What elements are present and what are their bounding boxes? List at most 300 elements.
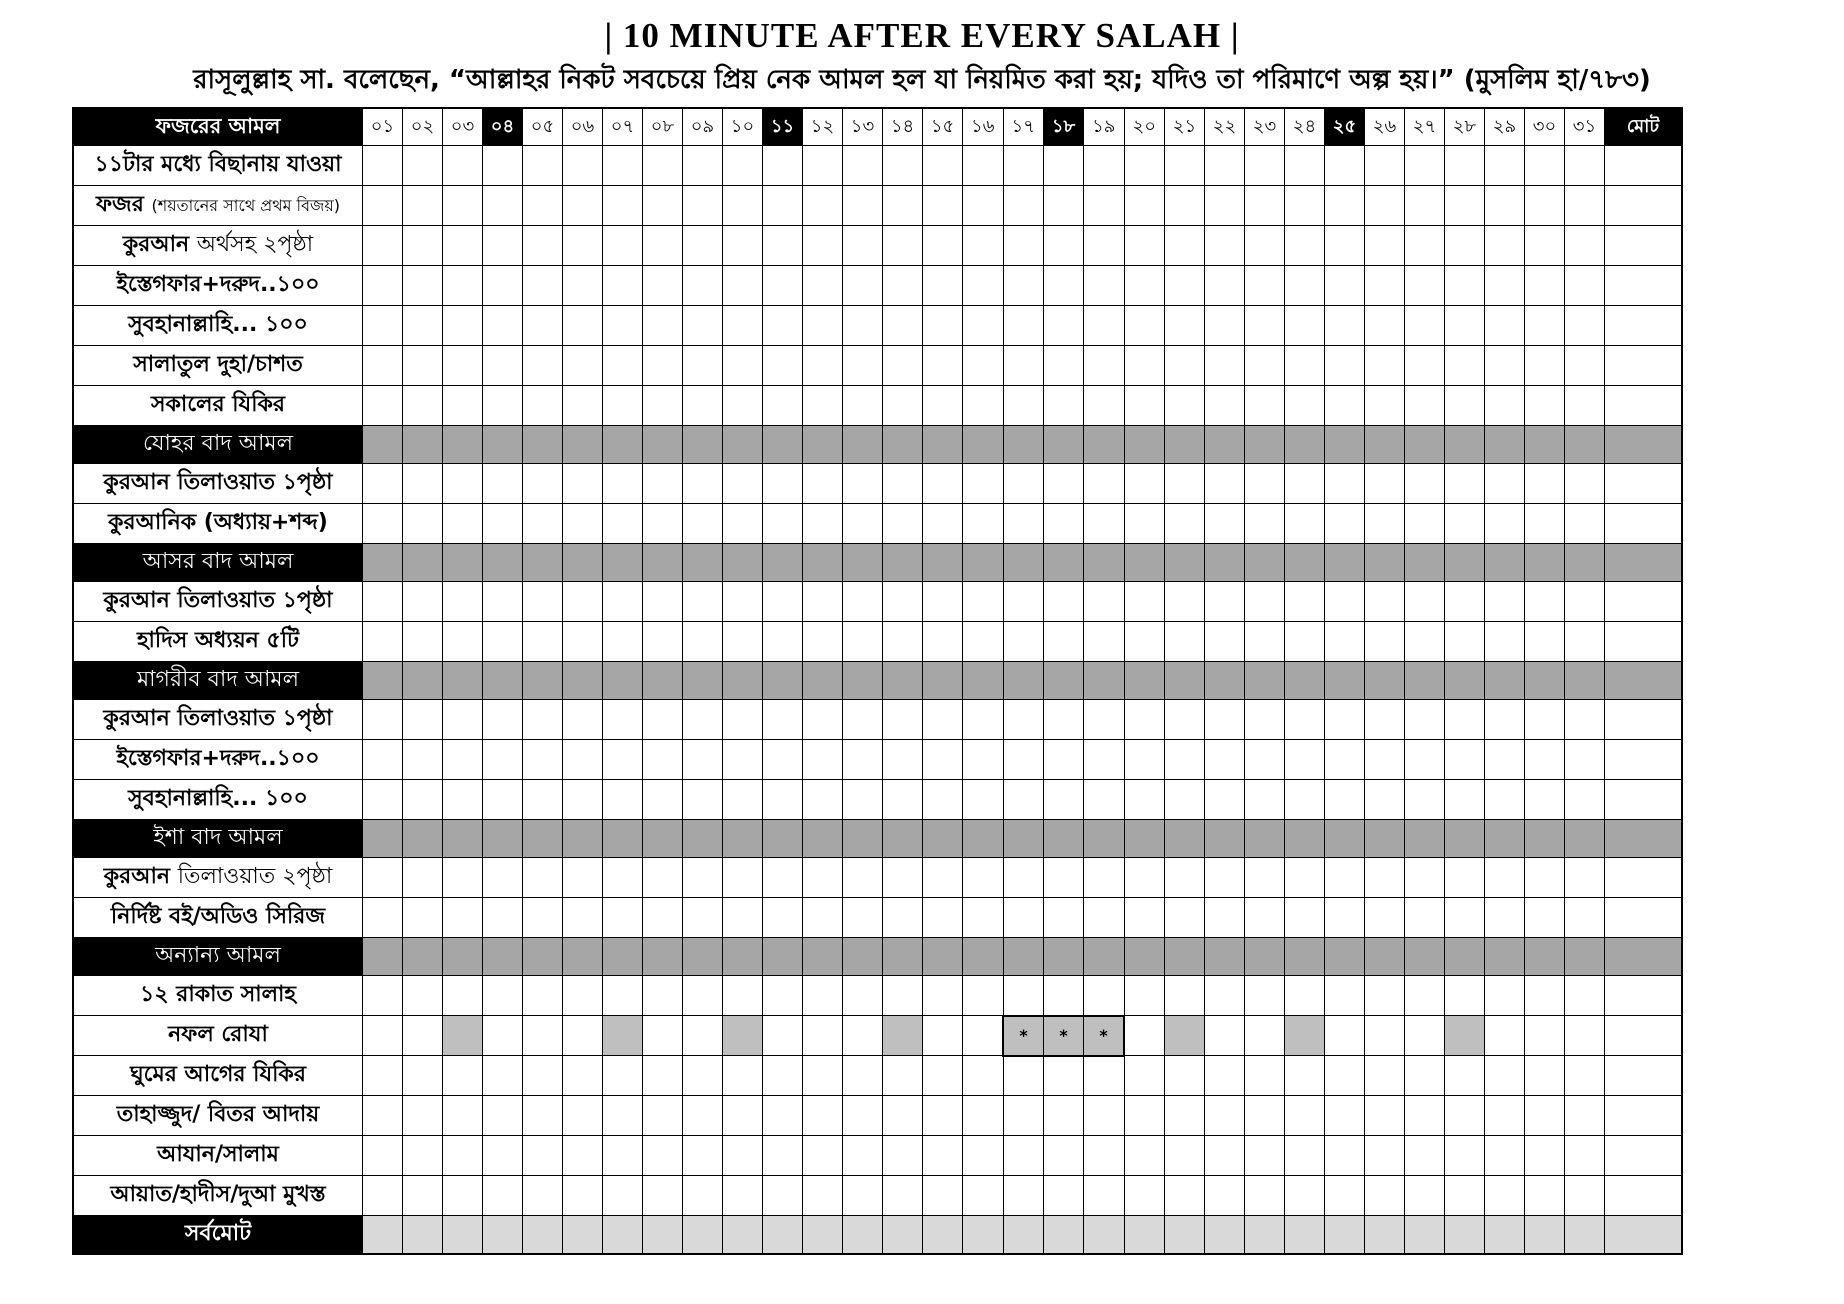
tick-cell[interactable]: [803, 504, 843, 544]
tick-cell[interactable]: [363, 700, 403, 740]
tick-cell[interactable]: [683, 780, 723, 820]
tick-cell[interactable]: [1084, 386, 1125, 426]
tick-cell[interactable]: [1044, 386, 1084, 426]
tick-cell[interactable]: [443, 464, 483, 504]
tick-cell[interactable]: [683, 266, 723, 306]
tick-cell[interactable]: [1285, 780, 1325, 820]
tick-cell[interactable]: [1525, 464, 1565, 504]
tick-cell[interactable]: [1525, 386, 1565, 426]
tick-cell[interactable]: [563, 1056, 603, 1096]
tick-cell[interactable]: [443, 740, 483, 780]
tick-cell[interactable]: [1205, 858, 1245, 898]
tick-cell[interactable]: [1205, 898, 1245, 938]
starred-fast-cell[interactable]: *: [1003, 1016, 1044, 1056]
tick-cell[interactable]: [1003, 858, 1044, 898]
tick-cell[interactable]: [1405, 186, 1445, 226]
tick-cell[interactable]: [1245, 226, 1285, 266]
tick-cell[interactable]: [803, 1096, 843, 1136]
tick-cell[interactable]: [603, 146, 643, 186]
tick-cell[interactable]: [963, 306, 1004, 346]
tick-cell[interactable]: [1325, 266, 1365, 306]
tick-cell[interactable]: [1365, 464, 1405, 504]
tick-cell[interactable]: [1565, 226, 1605, 266]
tick-cell[interactable]: [403, 386, 443, 426]
tick-cell[interactable]: [763, 346, 803, 386]
tick-cell[interactable]: [1565, 858, 1605, 898]
tick-cell[interactable]: [1365, 898, 1405, 938]
tick-cell[interactable]: [683, 976, 723, 1016]
tick-cell[interactable]: [1285, 306, 1325, 346]
tick-cell[interactable]: [763, 186, 803, 226]
tick-cell[interactable]: [1365, 1096, 1405, 1136]
tick-cell[interactable]: [443, 1136, 483, 1176]
tick-cell[interactable]: [1485, 1016, 1525, 1056]
tick-cell[interactable]: [883, 346, 923, 386]
tick-cell[interactable]: [1003, 700, 1044, 740]
tick-cell[interactable]: [1485, 306, 1525, 346]
tick-cell[interactable]: [1325, 186, 1365, 226]
tick-cell[interactable]: [1405, 346, 1445, 386]
tick-cell[interactable]: [523, 306, 563, 346]
tick-cell[interactable]: [963, 226, 1004, 266]
tick-cell[interactable]: [403, 1136, 443, 1176]
tick-cell[interactable]: [763, 582, 803, 622]
tick-cell[interactable]: [883, 622, 923, 662]
tick-cell[interactable]: [763, 700, 803, 740]
row-total-cell[interactable]: [1605, 146, 1683, 186]
tick-cell[interactable]: [1124, 898, 1165, 938]
tick-cell[interactable]: [1044, 186, 1084, 226]
tick-cell[interactable]: [1245, 582, 1285, 622]
tick-cell[interactable]: [923, 1176, 963, 1216]
tick-cell[interactable]: [1285, 622, 1325, 662]
tick-cell[interactable]: [523, 186, 563, 226]
tick-cell[interactable]: [963, 464, 1004, 504]
tick-cell[interactable]: [1124, 146, 1165, 186]
tick-cell[interactable]: [763, 1096, 803, 1136]
tick-cell[interactable]: [363, 1136, 403, 1176]
tick-cell[interactable]: [1325, 464, 1365, 504]
tick-cell[interactable]: [1205, 226, 1245, 266]
tick-cell[interactable]: [1525, 780, 1565, 820]
tick-cell[interactable]: [643, 740, 683, 780]
tick-cell[interactable]: [483, 740, 523, 780]
tick-cell[interactable]: [923, 504, 963, 544]
tick-cell[interactable]: [1325, 346, 1365, 386]
tick-cell[interactable]: [1285, 346, 1325, 386]
tick-cell[interactable]: [1365, 146, 1405, 186]
tick-cell[interactable]: [763, 622, 803, 662]
tick-cell[interactable]: [443, 226, 483, 266]
tick-cell[interactable]: [963, 1096, 1004, 1136]
tick-cell[interactable]: [1084, 186, 1125, 226]
tick-cell[interactable]: [1245, 740, 1285, 780]
tick-cell[interactable]: [683, 1136, 723, 1176]
tick-cell[interactable]: [1405, 898, 1445, 938]
tick-cell[interactable]: [1124, 858, 1165, 898]
tick-cell[interactable]: [1165, 146, 1205, 186]
tick-cell[interactable]: [563, 700, 603, 740]
tick-cell[interactable]: [1445, 1176, 1485, 1216]
tick-cell[interactable]: [923, 622, 963, 662]
tick-cell[interactable]: [643, 582, 683, 622]
tick-cell[interactable]: [1405, 740, 1445, 780]
tick-cell[interactable]: [1365, 1176, 1405, 1216]
tick-cell[interactable]: [1525, 976, 1565, 1016]
tick-cell[interactable]: [1325, 1016, 1365, 1056]
tick-cell[interactable]: [683, 700, 723, 740]
tick-cell[interactable]: [363, 1016, 403, 1056]
tick-cell[interactable]: [843, 306, 883, 346]
tick-cell[interactable]: [1445, 1056, 1485, 1096]
tick-cell[interactable]: [1485, 504, 1525, 544]
tick-cell[interactable]: [403, 622, 443, 662]
tick-cell[interactable]: [603, 186, 643, 226]
tick-cell[interactable]: [1365, 186, 1405, 226]
tick-cell[interactable]: [483, 582, 523, 622]
tick-cell[interactable]: [1285, 898, 1325, 938]
tick-cell[interactable]: [683, 1056, 723, 1096]
tick-cell[interactable]: [803, 582, 843, 622]
tick-cell[interactable]: [1044, 146, 1084, 186]
tick-cell[interactable]: [1565, 186, 1605, 226]
tick-cell[interactable]: [1525, 504, 1565, 544]
tick-cell[interactable]: [1565, 1056, 1605, 1096]
tick-cell[interactable]: [1124, 700, 1165, 740]
tick-cell[interactable]: [1205, 386, 1245, 426]
tick-cell[interactable]: [1405, 386, 1445, 426]
tick-cell[interactable]: [523, 346, 563, 386]
tick-cell[interactable]: [1365, 1136, 1405, 1176]
tick-cell[interactable]: [1365, 504, 1405, 544]
tick-cell[interactable]: [683, 146, 723, 186]
tick-cell[interactable]: [1325, 1096, 1365, 1136]
tick-cell[interactable]: [1003, 306, 1044, 346]
tick-cell[interactable]: [763, 504, 803, 544]
tick-cell[interactable]: [1485, 266, 1525, 306]
tick-cell[interactable]: [803, 1136, 843, 1176]
tick-cell[interactable]: [643, 146, 683, 186]
tick-cell[interactable]: [1565, 622, 1605, 662]
tick-cell[interactable]: [1365, 1056, 1405, 1096]
tick-cell[interactable]: [643, 1176, 683, 1216]
tick-cell[interactable]: [523, 740, 563, 780]
tick-cell[interactable]: [883, 700, 923, 740]
tick-cell[interactable]: [1245, 386, 1285, 426]
tick-cell[interactable]: [883, 186, 923, 226]
tick-cell[interactable]: [1285, 504, 1325, 544]
tick-cell[interactable]: [1205, 464, 1245, 504]
tick-cell[interactable]: [1565, 386, 1605, 426]
tick-cell[interactable]: [643, 1096, 683, 1136]
tick-cell[interactable]: [803, 186, 843, 226]
tick-cell[interactable]: [1205, 186, 1245, 226]
tick-cell[interactable]: [843, 622, 883, 662]
tick-cell[interactable]: [1525, 898, 1565, 938]
tick-cell[interactable]: [683, 504, 723, 544]
tick-cell[interactable]: [1124, 1016, 1165, 1056]
tick-cell[interactable]: [803, 1016, 843, 1056]
tick-cell[interactable]: [363, 504, 403, 544]
tick-cell[interactable]: [963, 146, 1004, 186]
tick-cell[interactable]: [643, 306, 683, 346]
tick-cell[interactable]: [1165, 1016, 1205, 1056]
tick-cell[interactable]: [1245, 1056, 1285, 1096]
tick-cell[interactable]: [1365, 622, 1405, 662]
tick-cell[interactable]: [1325, 1176, 1365, 1216]
tick-cell[interactable]: [643, 1016, 683, 1056]
tick-cell[interactable]: [1565, 780, 1605, 820]
tick-cell[interactable]: [363, 306, 403, 346]
tick-cell[interactable]: [1084, 226, 1125, 266]
tick-cell[interactable]: [1325, 700, 1365, 740]
tick-cell[interactable]: [403, 266, 443, 306]
tick-cell[interactable]: [523, 266, 563, 306]
tick-cell[interactable]: [843, 1016, 883, 1056]
tick-cell[interactable]: [523, 464, 563, 504]
tick-cell[interactable]: [1285, 266, 1325, 306]
tick-cell[interactable]: [1124, 622, 1165, 662]
tick-cell[interactable]: [483, 306, 523, 346]
tick-cell[interactable]: [1365, 780, 1405, 820]
tick-cell[interactable]: [843, 780, 883, 820]
tick-cell[interactable]: [1084, 1136, 1125, 1176]
tick-cell[interactable]: [803, 146, 843, 186]
tick-cell[interactable]: [803, 622, 843, 662]
tick-cell[interactable]: [1044, 346, 1084, 386]
tick-cell[interactable]: [563, 386, 603, 426]
tick-cell[interactable]: [1325, 1056, 1365, 1096]
tick-cell[interactable]: [883, 858, 923, 898]
tick-cell[interactable]: [603, 622, 643, 662]
tick-cell[interactable]: [1124, 582, 1165, 622]
tick-cell[interactable]: [763, 146, 803, 186]
tick-cell[interactable]: [923, 1136, 963, 1176]
tick-cell[interactable]: [363, 146, 403, 186]
row-total-cell[interactable]: [1605, 306, 1683, 346]
tick-cell[interactable]: [683, 306, 723, 346]
tick-cell[interactable]: [403, 898, 443, 938]
tick-cell[interactable]: [1124, 226, 1165, 266]
row-total-cell[interactable]: [1605, 898, 1683, 938]
tick-cell[interactable]: [1445, 1096, 1485, 1136]
tick-cell[interactable]: [723, 306, 763, 346]
tick-cell[interactable]: [1405, 976, 1445, 1016]
tick-cell[interactable]: [1365, 976, 1405, 1016]
tick-cell[interactable]: [1565, 504, 1605, 544]
tick-cell[interactable]: [1365, 858, 1405, 898]
tick-cell[interactable]: [523, 1096, 563, 1136]
tick-cell[interactable]: [1365, 306, 1405, 346]
tick-cell[interactable]: [563, 186, 603, 226]
tick-cell[interactable]: [603, 504, 643, 544]
row-total-cell[interactable]: [1605, 780, 1683, 820]
tick-cell[interactable]: [1565, 740, 1605, 780]
tick-cell[interactable]: [1485, 1136, 1525, 1176]
tick-cell[interactable]: [443, 186, 483, 226]
tick-cell[interactable]: [523, 898, 563, 938]
tick-cell[interactable]: [563, 226, 603, 266]
tick-cell[interactable]: [1525, 582, 1565, 622]
tick-cell[interactable]: [1245, 1136, 1285, 1176]
tick-cell[interactable]: [923, 858, 963, 898]
tick-cell[interactable]: [1325, 306, 1365, 346]
tick-cell[interactable]: [843, 898, 883, 938]
tick-cell[interactable]: [1165, 582, 1205, 622]
tick-cell[interactable]: [1205, 1016, 1245, 1056]
tick-cell[interactable]: [1003, 898, 1044, 938]
tick-cell[interactable]: [403, 976, 443, 1016]
tick-cell[interactable]: [1365, 740, 1405, 780]
tick-cell[interactable]: [923, 464, 963, 504]
tick-cell[interactable]: [763, 976, 803, 1016]
tick-cell[interactable]: [1205, 346, 1245, 386]
tick-cell[interactable]: [1044, 504, 1084, 544]
tick-cell[interactable]: [1485, 1096, 1525, 1136]
tick-cell[interactable]: [483, 780, 523, 820]
tick-cell[interactable]: [803, 306, 843, 346]
tick-cell[interactable]: [723, 1096, 763, 1136]
tick-cell[interactable]: [1003, 740, 1044, 780]
tick-cell[interactable]: [1124, 266, 1165, 306]
tick-cell[interactable]: [883, 780, 923, 820]
tick-cell[interactable]: [523, 976, 563, 1016]
tick-cell[interactable]: [843, 1096, 883, 1136]
tick-cell[interactable]: [1285, 226, 1325, 266]
tick-cell[interactable]: [803, 266, 843, 306]
tick-cell[interactable]: [1165, 1136, 1205, 1176]
tick-cell[interactable]: [683, 622, 723, 662]
tick-cell[interactable]: [723, 346, 763, 386]
tick-cell[interactable]: [1003, 1176, 1044, 1216]
tick-cell[interactable]: [843, 1176, 883, 1216]
tick-cell[interactable]: [803, 700, 843, 740]
tick-cell[interactable]: [563, 976, 603, 1016]
tick-cell[interactable]: [1405, 226, 1445, 266]
tick-cell[interactable]: [1084, 464, 1125, 504]
tick-cell[interactable]: [1485, 146, 1525, 186]
tick-cell[interactable]: [883, 306, 923, 346]
tick-cell[interactable]: [1245, 700, 1285, 740]
tick-cell[interactable]: [443, 858, 483, 898]
tick-cell[interactable]: [1165, 226, 1205, 266]
tick-cell[interactable]: [843, 504, 883, 544]
tick-cell[interactable]: [683, 1096, 723, 1136]
tick-cell[interactable]: [363, 976, 403, 1016]
tick-cell[interactable]: [563, 780, 603, 820]
tick-cell[interactable]: [763, 740, 803, 780]
tick-cell[interactable]: [523, 780, 563, 820]
tick-cell[interactable]: [523, 226, 563, 266]
tick-cell[interactable]: [1445, 504, 1485, 544]
tick-cell[interactable]: [403, 226, 443, 266]
tick-cell[interactable]: [603, 976, 643, 1016]
tick-cell[interactable]: [1165, 780, 1205, 820]
tick-cell[interactable]: [1084, 740, 1125, 780]
tick-cell[interactable]: [1205, 1176, 1245, 1216]
tick-cell[interactable]: [1003, 780, 1044, 820]
tick-cell[interactable]: [1405, 582, 1445, 622]
starred-fast-cell[interactable]: *: [1084, 1016, 1125, 1056]
tick-cell[interactable]: [1165, 464, 1205, 504]
tick-cell[interactable]: [1044, 740, 1084, 780]
tick-cell[interactable]: [603, 582, 643, 622]
tick-cell[interactable]: [683, 464, 723, 504]
tick-cell[interactable]: [1124, 976, 1165, 1016]
tick-cell[interactable]: [723, 386, 763, 426]
tick-cell[interactable]: [1365, 582, 1405, 622]
tick-cell[interactable]: [1405, 1176, 1445, 1216]
tick-cell[interactable]: [1245, 858, 1285, 898]
tick-cell[interactable]: [763, 306, 803, 346]
tick-cell[interactable]: [683, 386, 723, 426]
tick-cell[interactable]: [1003, 464, 1044, 504]
tick-cell[interactable]: [1445, 266, 1485, 306]
tick-cell[interactable]: [1405, 1136, 1445, 1176]
tick-cell[interactable]: [443, 346, 483, 386]
tick-cell[interactable]: [923, 898, 963, 938]
tick-cell[interactable]: [603, 858, 643, 898]
tick-cell[interactable]: [603, 1056, 643, 1096]
tick-cell[interactable]: [603, 780, 643, 820]
tick-cell[interactable]: [763, 226, 803, 266]
tick-cell[interactable]: [1405, 1096, 1445, 1136]
tick-cell[interactable]: [843, 266, 883, 306]
tick-cell[interactable]: [403, 1096, 443, 1136]
tick-cell[interactable]: [643, 346, 683, 386]
tick-cell[interactable]: [1445, 858, 1485, 898]
tick-cell[interactable]: [1405, 1056, 1445, 1096]
tick-cell[interactable]: [1205, 504, 1245, 544]
tick-cell[interactable]: [1485, 226, 1525, 266]
tick-cell[interactable]: [1044, 700, 1084, 740]
tick-cell[interactable]: [763, 266, 803, 306]
tick-cell[interactable]: [483, 464, 523, 504]
tick-cell[interactable]: [1165, 858, 1205, 898]
tick-cell[interactable]: [483, 386, 523, 426]
row-total-cell[interactable]: [1605, 858, 1683, 898]
tick-cell[interactable]: [403, 700, 443, 740]
tick-cell[interactable]: [1124, 1176, 1165, 1216]
tick-cell[interactable]: [643, 1056, 683, 1096]
tick-cell[interactable]: [563, 1016, 603, 1056]
tick-cell[interactable]: [1285, 1176, 1325, 1216]
tick-cell[interactable]: [603, 740, 643, 780]
tick-cell[interactable]: [1165, 186, 1205, 226]
tick-cell[interactable]: [843, 976, 883, 1016]
tick-cell[interactable]: [803, 1176, 843, 1216]
tick-cell[interactable]: [1565, 1096, 1605, 1136]
tick-cell[interactable]: [1485, 858, 1525, 898]
tick-cell[interactable]: [1205, 146, 1245, 186]
tick-cell[interactable]: [483, 1136, 523, 1176]
tick-cell[interactable]: [1565, 1136, 1605, 1176]
tick-cell[interactable]: [723, 700, 763, 740]
tick-cell[interactable]: [723, 740, 763, 780]
tick-cell[interactable]: [1285, 464, 1325, 504]
tick-cell[interactable]: [563, 346, 603, 386]
tick-cell[interactable]: [483, 226, 523, 266]
tick-cell[interactable]: [883, 1136, 923, 1176]
tick-cell[interactable]: [963, 582, 1004, 622]
tick-cell[interactable]: [1565, 976, 1605, 1016]
row-total-cell[interactable]: [1605, 226, 1683, 266]
tick-cell[interactable]: [643, 858, 683, 898]
tick-cell[interactable]: [1285, 146, 1325, 186]
tick-cell[interactable]: [1044, 226, 1084, 266]
tick-cell[interactable]: [843, 346, 883, 386]
tick-cell[interactable]: [643, 226, 683, 266]
